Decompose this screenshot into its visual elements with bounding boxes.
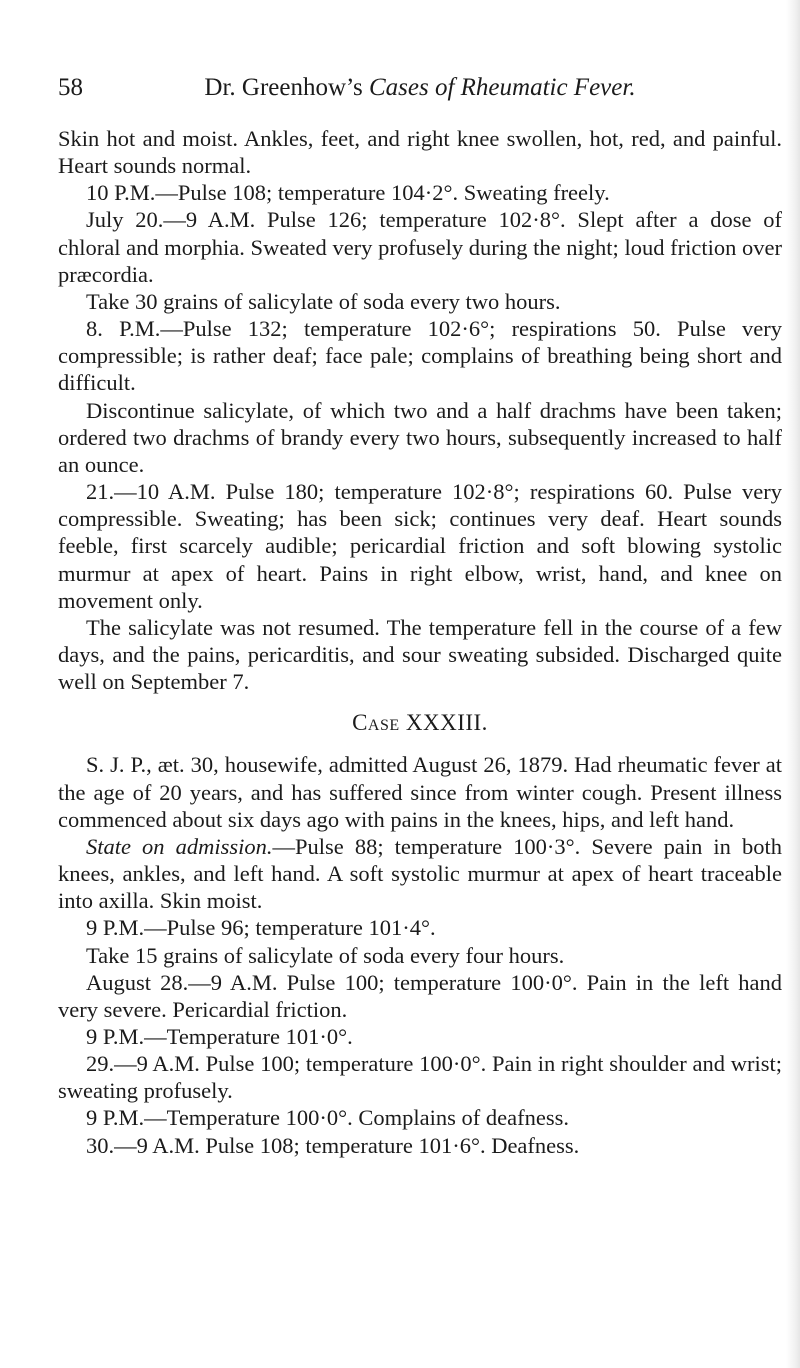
paragraph: S. J. P., æt. 30, housewife, admitted August 26, 1879. Had rheumatic fever at the age of 20 years, and has suffered since from winter cough. Present illness commenced about six days ago with pains in the knees, hips, and left hand. <box>58 752 782 832</box>
paragraph: Take 30 grains of salicylate of soda every two hours. <box>86 288 561 314</box>
paragraph: The salicylate was not resumed. The temperature fell in the course of a few days, and the pains, pericarditis, and sour sweating subsided. Discharged quite well on September 7. <box>58 614 782 695</box>
paragraph: 9 P.M.—Pulse 96; temperature 101·4°. <box>86 915 436 941</box>
page-number: 58 <box>58 74 83 101</box>
running-title-author: Dr. Greenhow’s <box>204 74 369 101</box>
running-header <box>58 74 782 108</box>
paragraph: August 28.—9 A.M. Pulse 100; temperature 100·0°. Pain in the left hand very severe. Pericardial friction. <box>58 969 782 1022</box>
running-title <box>58 74 782 102</box>
page-edge-shadow <box>786 0 800 1368</box>
paragraph: Skin hot and moist. Ankles, feet, and right knee swollen, hot, red, and painful. Heart sounds normal. <box>58 126 782 179</box>
paragraph: 21.—10 A.M. Pulse 180; temperature 102·8°; respirations 60. Pulse very compressible. Sweating; has been sick; continues very deaf. Heart sounds feeble, first scarcely audible; pericardial friction and soft blowing systolic murmur at apex of heart. Pains in right elbow, wrist, hand, and knee on movement only. <box>58 479 782 613</box>
paragraph: 30.—9 A.M. Pulse 108; temperature 101·6°. Deafness. <box>86 1132 580 1158</box>
paragraph: 10 P.M.—Pulse 108; temperature 104·2°. Sweating freely. <box>86 180 610 206</box>
paragraph: 8. P.M.—Pulse 132; temperature 102·6°; respirations 50. Pulse very compressible; is rather deaf; face pale; complains of breathing being short and difficult. <box>58 316 782 396</box>
paragraph: 29.—9 A.M. Pulse 100; temperature 100·0°. Pain in right shoulder and wrist; sweating profusely. <box>58 1051 782 1104</box>
running-title-italic: Cases of Rheumatic Fever. <box>368 74 636 101</box>
paragraph: 9 P.M.—Temperature 101·0°. <box>86 1024 353 1049</box>
paragraph: Discontinue salicylate, of which two and a half drachms have been taken; ordered two drachms of brandy every two hours, subsequently increased to half an ounce. <box>58 397 782 477</box>
page-body <box>58 125 782 1159</box>
paragraph-lead-italic: State on admission. <box>86 833 273 859</box>
paragraph: Take 15 grains of salicylate of soda every four hours. <box>86 942 565 968</box>
case-heading: Case XXXIII. <box>352 710 488 736</box>
paragraph: July 20.—9 A.M. Pulse 126; temperature 102·8°. Slept after a dose of chloral and morphia. Sweated very profusely during the night; loud friction over præcordia. <box>58 207 782 287</box>
paragraph <box>58 833 782 914</box>
paragraph-rest: —Pulse 88; temperature 100·3°. Severe pain in both knees, ankles, and left hand. A soft systolic murmur at apex of heart traceable into axilla. Skin moist. <box>58 833 782 914</box>
paragraph: 9 P.M.—Temperature 100·0°. Complains of deafness. <box>86 1105 569 1131</box>
